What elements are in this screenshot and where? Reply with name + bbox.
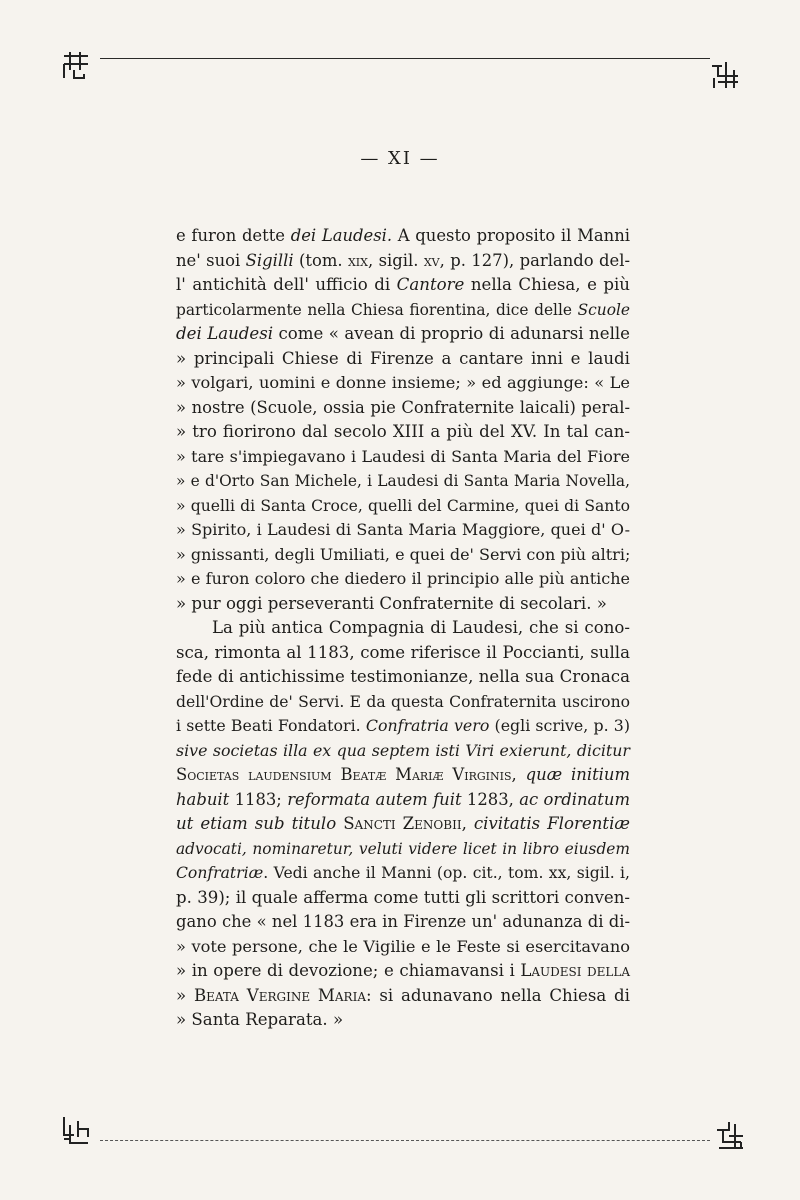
text-line: » in opere di devozione; e chiamavansi i Laudesi della: [176, 961, 630, 980]
fret-ornament-icon: [715, 1120, 747, 1152]
text-line: dell'Ordine de' Servi. E da questa Confraternita uscirono: [176, 692, 630, 711]
text-line: » e d'Orto San Michele, i Laudesi di Santa Maria Novella,: [176, 472, 630, 490]
text-line: » Santa Reparata. »: [176, 1010, 344, 1029]
fret-ornament-icon: [60, 50, 92, 82]
text-line: » Spirito, i Laudesi di Santa Maria Maggiore, quei d' O-: [176, 520, 630, 539]
text-line: ut etiam sub titulo Sancti Zenobii, civitatis Florentiæ: [176, 814, 630, 833]
text-line: » tro fiorirono dal secolo XIII a più del XV. In tal can-: [176, 422, 630, 441]
text-line: » pur oggi perseveranti Confraternite di secolari. »: [176, 593, 607, 613]
text-line: advocati, nominaretur, veluti videre licet in libro eiusdem: [176, 839, 630, 858]
top-rule: [100, 58, 710, 59]
text-line: La più antica Compagnia di Laudesi, che si cono-: [212, 618, 630, 637]
page-number: — XI —: [360, 148, 440, 169]
text-line: » nostre (Scuole, ossia pie Confraternite laicali) peral-: [176, 397, 630, 417]
text-line: Confratriæ. Vedi anche il Manni (op. cit., tom. xx, sigil. i,: [176, 864, 630, 882]
text-line: » principali Chiese di Firenze a cantare inni e laudi: [176, 348, 630, 368]
text-line: » gnissanti, degli Umiliati, e quei de' Servi con più altri;: [176, 544, 631, 564]
text-line: gano che « nel 1183 era in Firenze un' adunanza di di-: [176, 912, 630, 931]
bottom-rule: [100, 1140, 710, 1141]
text-line: » quelli di Santa Croce, quelli del Carmine, quei di Santo: [176, 496, 630, 515]
text-line: fede di antichissime testimonianze, nella sua Cronaca: [176, 667, 630, 686]
text-line: Societas laudensium Beatæ Mariæ Virginis, quæ initium: [176, 765, 631, 784]
text-line: e furon dette dei Laudesi. A questo proposito il Manni: [176, 226, 631, 245]
text-line: dei Laudesi come « avean di proprio di adunarsi nelle: [176, 324, 631, 343]
text-line: » Beata Vergine Maria: si adunavano nella Chiesa di: [176, 985, 630, 1005]
text-line: habuit 1183; reformata autem fuit 1283, ac ordinatum: [176, 789, 630, 809]
text-line: l' antichità dell' ufficio di Cantore nella Chiesa, e più: [176, 275, 630, 294]
text-line: p. 39); il quale afferma come tutti gli scrittori conven-: [176, 887, 630, 907]
text-line: sca, rimonta al 1183, come riferisce il Poccianti, sulla: [176, 642, 630, 662]
text-line: » tare s'impiegavano i Laudesi di Santa Maria del Fiore: [176, 446, 630, 466]
text-line: sive societas illa ex qua septem isti Viri exierunt, dicitur: [176, 740, 630, 760]
body-text: [176, 224, 630, 1033]
text-line: » e furon coloro che diedero il principio alle più antiche: [176, 569, 630, 588]
fret-ornament-icon: [60, 1115, 92, 1147]
text-line: particolarmente nella Chiesa fiorentina, dice delle Scuole: [176, 300, 630, 319]
text-line: i sette Beati Fondatori. Confratria vero (egli scrive, p. 3): [176, 716, 630, 735]
text-line: » volgari, uomini e donne insieme; » ed aggiunge: « Le: [176, 373, 630, 392]
text-line: » vote persone, che le Vigilie e le Feste si esercitavano: [176, 936, 630, 956]
text-line: ne' suoi Sigilli (tom. xix, sigil. xv, p. 127), parlando del-: [176, 250, 630, 270]
fret-ornament-icon: [710, 60, 742, 92]
